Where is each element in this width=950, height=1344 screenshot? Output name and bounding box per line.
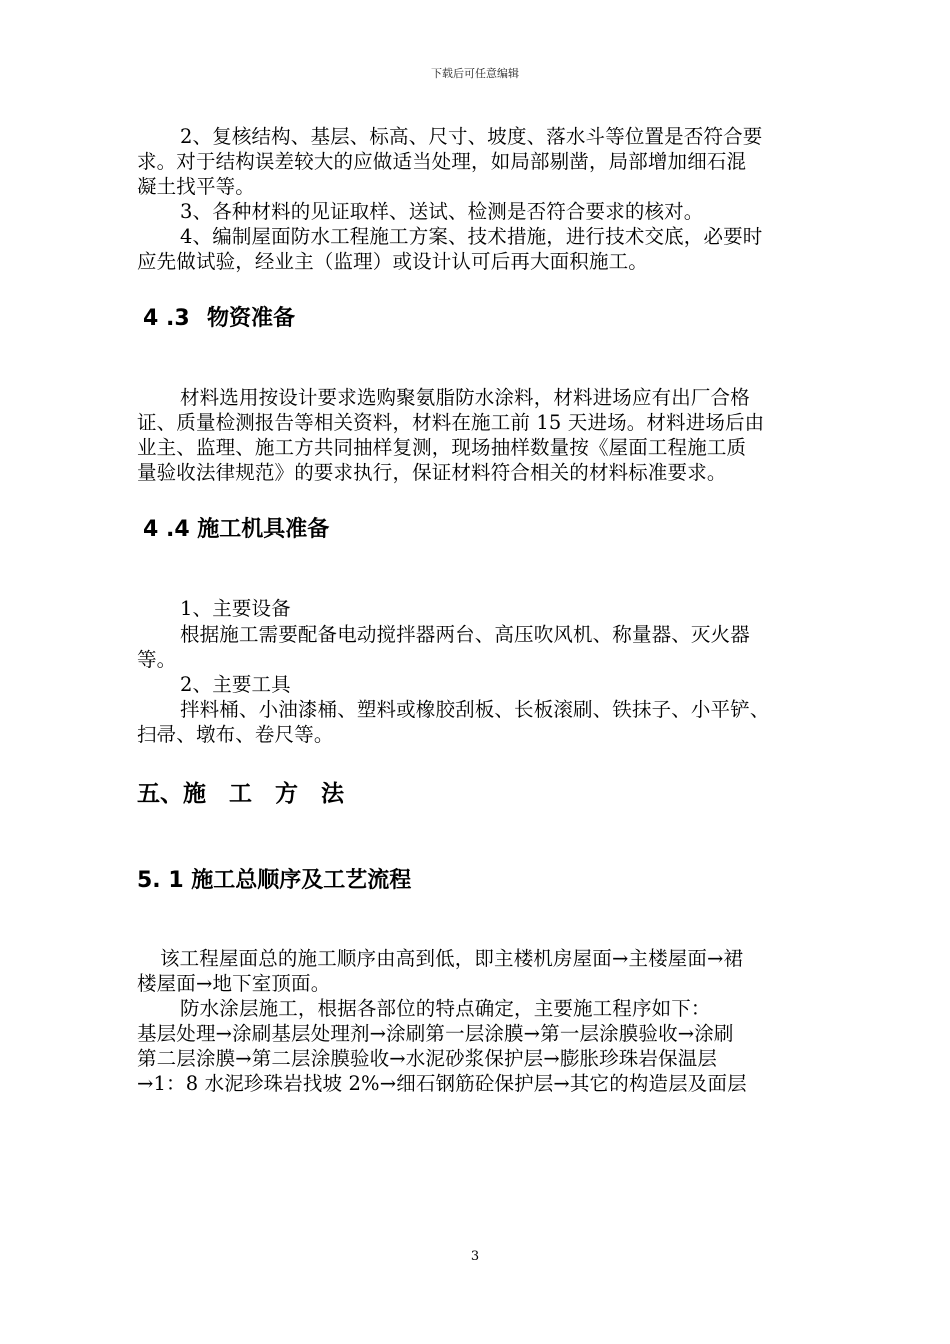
materials-para-line-1: 材料选用按设计要求选购聚氨脂防水涂料，材料进场应有出厂合格: [180, 386, 750, 409]
equipment-line-1: 根据施工需要配备电动搅拌器两台、高压吹风机、称量器、灭火器: [180, 623, 750, 646]
process-flow-line-3: →1：8 水泥珍珠岩找坡 2%→细石钢筋砼保护层→其它的构造层及面层: [137, 1072, 747, 1095]
section-4-3-title: 物资准备: [207, 306, 296, 331]
item-4-line-1: 4、编制屋面防水工程施工方案、技术措施，进行技术交底，必要时: [180, 225, 763, 248]
process-flow-line-1: 基层处理→涂刷基层处理剂→涂刷第一层涂膜→第一层涂膜验收→涂刷: [137, 1022, 734, 1045]
sequence-para-line-2: 楼屋面→地下室顶面。: [137, 972, 331, 995]
page-number: 3: [470, 1249, 480, 1264]
item-3: 3、各种材料的见证取样、送试、检测是否符合要求的核对。: [180, 200, 704, 223]
tools-line-1: 拌料桶、小油漆桶、塑料或橡胶刮板、长板滚刷、铁抹子、小平铲、: [180, 698, 770, 721]
section-4-4-heading: 4 .4 施工机具准备: [143, 517, 330, 542]
process-flow-line-2: 第二层涂膜→第二层涂膜验收→水泥砂浆保护层→膨胀珍珠岩保温层: [137, 1047, 718, 1070]
tools-line-2: 扫帚、墩布、卷尺等。: [137, 723, 334, 746]
page-header-note: 下载后可任意编辑: [431, 67, 519, 80]
item-2-line-2: 求。对于结构误差较大的应做适当处理，如局部剔凿，局部增加细石混: [137, 150, 747, 173]
procedure-intro: 防水涂层施工，根据各部位的特点确定，主要施工程序如下：: [180, 997, 711, 1020]
materials-para-line-2: 证、质量检测报告等相关资料，材料在施工前 15 天进场。材料进场后由: [137, 411, 765, 434]
materials-para-line-3: 业主、监理、施工方共同抽样复测，现场抽样数量按《屋面工程施工质: [137, 436, 747, 459]
item-2-line-3: 凝土找平等。: [137, 175, 255, 198]
equipment-title: 1、主要设备: [180, 597, 291, 620]
section-4-3-number: 4 .3: [143, 306, 190, 331]
item-4-line-2: 应先做试验，经业主（监理）或设计认可后再大面积施工。: [137, 250, 648, 273]
item-2-line-1: 2、复核结构、基层、标高、尺寸、坡度、落水斗等位置是否符合要: [180, 125, 763, 148]
sequence-para-line-1: 该工程屋面总的施工顺序由高到低，即主楼机房屋面→主楼屋面→裙: [160, 947, 744, 970]
section-5-1-heading: 5. 1 施工总顺序及工艺流程: [137, 868, 412, 893]
equipment-line-2: 等。: [137, 648, 177, 671]
tools-title: 2、主要工具: [180, 673, 291, 696]
chapter-5-heading: 五、施 工 方 法: [137, 781, 344, 807]
materials-para-line-4: 量验收法律规范》的要求执行，保证材料符合相关的材料标准要求。: [137, 461, 727, 484]
